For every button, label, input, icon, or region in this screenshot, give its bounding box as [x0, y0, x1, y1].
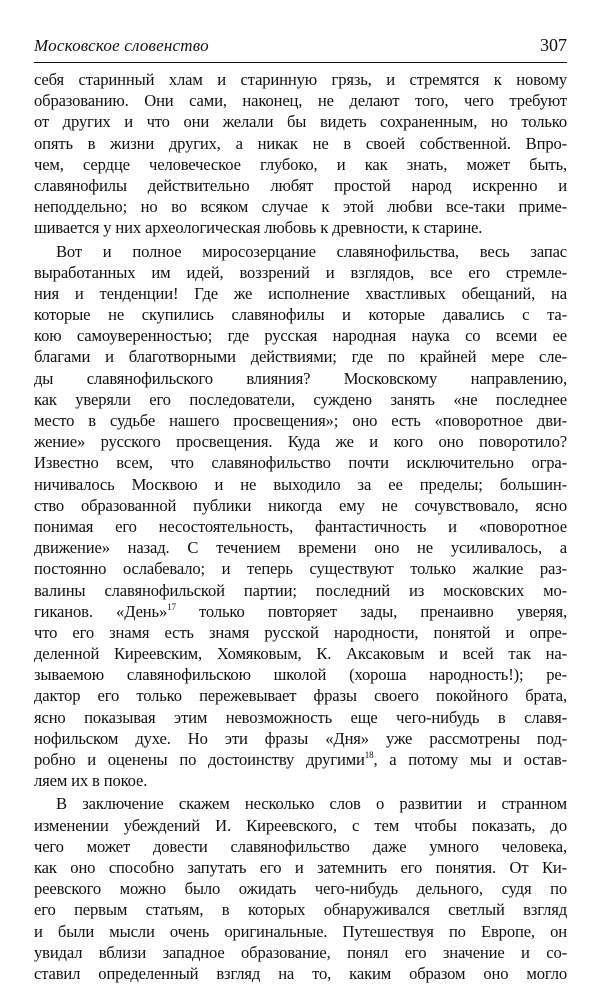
text-line: валины славянофильской партии; последний из московских мо- — [34, 580, 567, 600]
body-text — [34, 69, 567, 984]
text-line: жение» русского просвещения. Куда же и кого оно поворотило? — [34, 432, 567, 452]
text-line: благами и благотворными действиями; где по крайней мере сле- — [34, 347, 567, 367]
paragraph-3 — [34, 793, 567, 984]
text-line: ничивалось Москвою и не выходило за ее пределы; большин- — [34, 474, 567, 494]
text-line: нофильском духе. Но эти фразы «Дня» уже рассмотрены под- — [34, 728, 567, 748]
text-line: чем, сердце человеческое глубоко, и как знать, может быть, — [34, 154, 567, 174]
running-head: Московское словенство — [34, 36, 209, 55]
text-line: ния и тенденции! Где же исполнение хвастливых обещаний, на — [34, 283, 567, 303]
text-line: выработанных им идей, воззрений и взглядов, все его стремле- — [34, 262, 567, 282]
text-line: и были мысли очень оригинальные. Путешествуя по Европе, он — [34, 921, 567, 941]
text-line: место в судьбе нашего просвещения»; оно есть «поворотное дви- — [34, 411, 567, 430]
text-line: ставил определенный взгляд на то, каким образом оно могло — [34, 963, 567, 983]
text-line: себя старинный хлам и старинную грязь, и стремятся к новому — [34, 70, 567, 89]
text-line: славянофилы действительно любят простой народ искренно и — [34, 175, 567, 195]
text-line: образованию. Они сами, наконец, не делают того, чего требуют — [34, 91, 567, 111]
line-part: , а потому мы и остав- — [373, 750, 567, 769]
line-part: робно и оценены по достоинству другими — [34, 750, 365, 769]
footnote-marker-18: 18 — [364, 750, 374, 760]
text-line: дактор его только пережевывает фразы своего покойного брата, — [34, 686, 567, 706]
text-line: неподдельно; но во всяком случае к этой любви все-таки приме- — [34, 197, 567, 217]
text-line: увидал вблизи западное образование, понял его значение и со- — [34, 942, 567, 962]
text-line: зываемою славянофильскою школой (хороша народность!); ре- — [34, 665, 567, 685]
text-line: ство образованной публики никогда ему не сочувствовало, ясно — [34, 495, 567, 515]
text-line: Известно всем, что славянофильство почти исключительно огра- — [34, 453, 567, 473]
page-number: 307 — [540, 35, 567, 55]
paragraph-1 — [34, 69, 567, 239]
text-line: что его знамя есть знамя русской народности, понятой и опре- — [34, 622, 567, 642]
text-line: движение» назад. С течением времени оно не усиливалось, а — [34, 538, 567, 558]
line-part: гиканов. «День» — [34, 601, 168, 621]
text-line: опять в жизни других, а никак не в своей собственной. Впро- — [34, 133, 567, 153]
text-line: которые не скупились славянофилы и которые давались с та- — [34, 305, 567, 325]
text-line: ясно показывая этим невозможность еще чего-нибудь в славя- — [34, 707, 567, 727]
text-line: Вот и полное миросозерцание славянофильства, весь запас — [56, 241, 567, 261]
text-line: ляем их в покое. — [34, 771, 148, 791]
text-line: от других и что они желали бы видеть сохраненным, но только — [34, 112, 567, 132]
text-line: кою самоуверенностью; где русская народная наука со всеми ее — [34, 326, 567, 346]
text-line: как оно способно запутать его и затемнить его понятия. От Ки- — [34, 857, 567, 877]
text-line: как уверяли его последователи, суждено занять «не последнее — [34, 389, 567, 409]
text-line: ды славянофильского влияния? Московскому направлению, — [34, 368, 567, 388]
text-line: изменении убеждений И. Киреевского, с тем чтобы показать, до — [34, 815, 567, 835]
footnote-marker-17: 17 — [167, 601, 176, 612]
text-line: понимая его несостоятельность, фантастичность и «поворотное — [34, 516, 567, 536]
text-line: его первым статьям, в которых обнаруживался светлый взгляд — [34, 900, 567, 920]
text-line-with-footnote — [34, 601, 567, 622]
text-line-with-footnote — [34, 749, 567, 770]
text-line: постоянно ослабевало; и теперь существуют только жалкие раз- — [34, 559, 567, 579]
text-line: шивается у них археологическая любовь к древности, к старине. — [34, 218, 483, 238]
text-line: чего может довести славянофильство даже умного человека, — [34, 836, 567, 856]
paragraph-2 — [34, 241, 567, 792]
text-line: реевского можно было ожидать чего-нибудь дельного, судя по — [34, 879, 567, 899]
page-header — [34, 36, 567, 63]
text-line: деленной Киреевским, Хомяковым, К. Аксаковым и всей так на- — [34, 644, 567, 664]
text-line: В заключение скажем несколько слов о развитии и странном — [56, 794, 567, 814]
line-part: только повторяет зады, пренаивно уверяя, — [199, 601, 567, 621]
